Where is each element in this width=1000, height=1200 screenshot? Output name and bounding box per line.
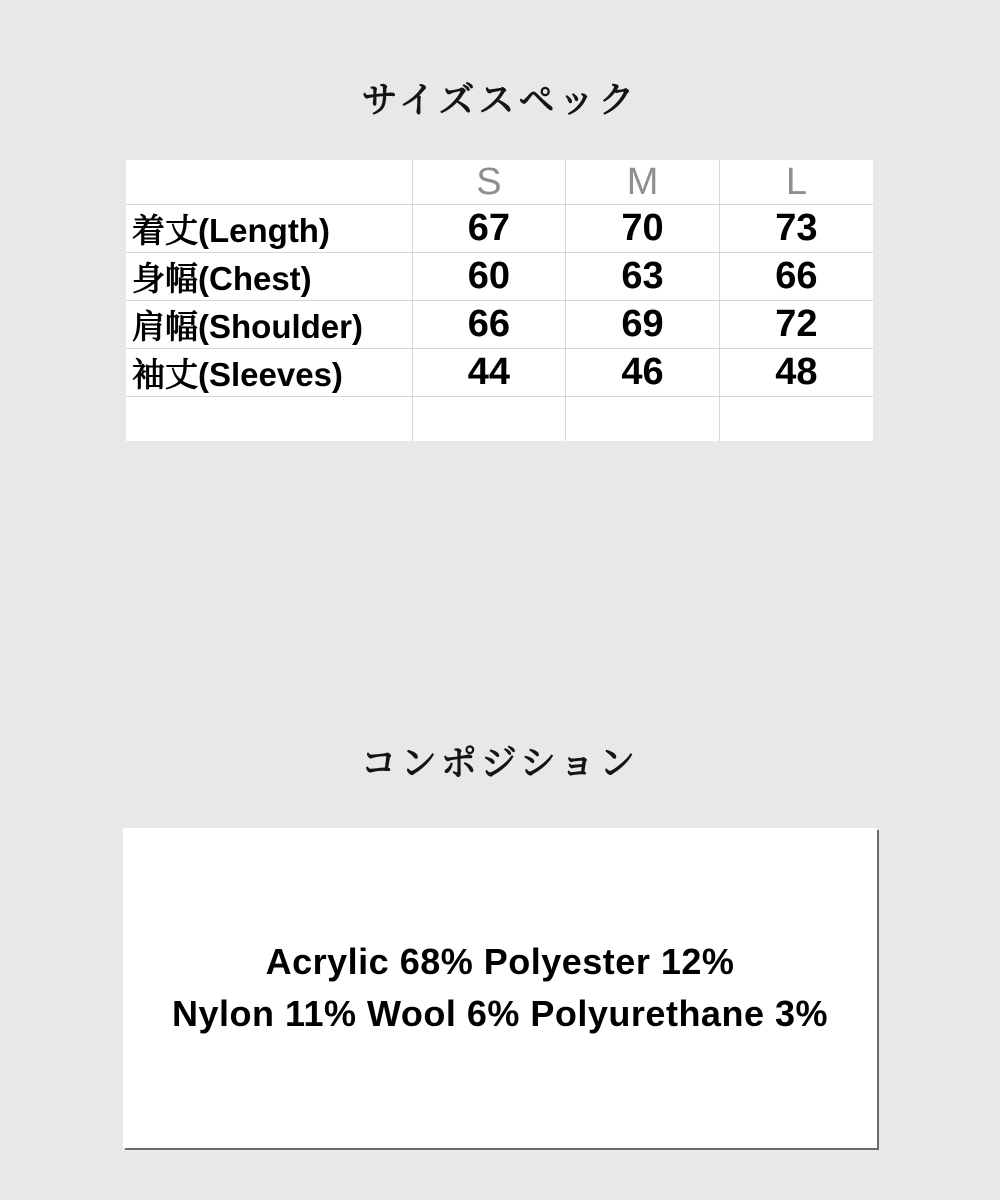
measurement-label-cell: 肩幅(Shoulder) (126, 301, 412, 349)
measurement-value-cell (719, 397, 873, 442)
size-table-row (126, 349, 873, 397)
measurement-label-cell: 身幅(Chest) (126, 253, 412, 301)
measurement-value-cell: 67 (412, 205, 566, 253)
size-table-row (126, 301, 873, 349)
composition-section-title: コンポジション (360, 742, 640, 783)
measurement-value-cell: 46 (566, 349, 720, 397)
size-column-header: S (412, 160, 566, 205)
size-table-row (126, 397, 873, 442)
measurement-value-cell: 70 (566, 205, 720, 253)
measurement-label-cell: 袖丈(Sleeves) (126, 349, 412, 397)
size-table-corner-cell (126, 160, 412, 205)
size-table-header-row (126, 160, 873, 205)
measurement-value-cell: 66 (719, 253, 873, 301)
size-section-title: サイズスペック (361, 79, 639, 120)
measurement-value-cell (412, 397, 566, 442)
size-column-header: M (566, 160, 720, 205)
measurement-value-cell: 60 (412, 253, 566, 301)
composition-line: Acrylic 68% Polyester 12% (265, 941, 735, 982)
measurement-label-cell (126, 397, 412, 442)
measurement-value-cell: 66 (412, 301, 566, 349)
measurement-value-cell: 73 (719, 205, 873, 253)
measurement-value-cell: 63 (566, 253, 720, 301)
size-table-body (126, 205, 873, 442)
measurement-value-cell: 72 (719, 301, 873, 349)
measurement-value-cell: 69 (566, 301, 720, 349)
composition-line: Nylon 11% Wool 6% Polyurethane 3% (171, 993, 828, 1034)
size-column-header: L (719, 160, 873, 205)
size-table-row (126, 253, 873, 301)
measurement-value-cell (566, 397, 720, 442)
size-table-row (126, 205, 873, 253)
size-spec-table (126, 160, 873, 441)
measurement-value-cell: 44 (412, 349, 566, 397)
composition-box (123, 828, 877, 1148)
measurement-label-cell: 着丈(Length) (126, 205, 412, 253)
measurement-value-cell: 48 (719, 349, 873, 397)
